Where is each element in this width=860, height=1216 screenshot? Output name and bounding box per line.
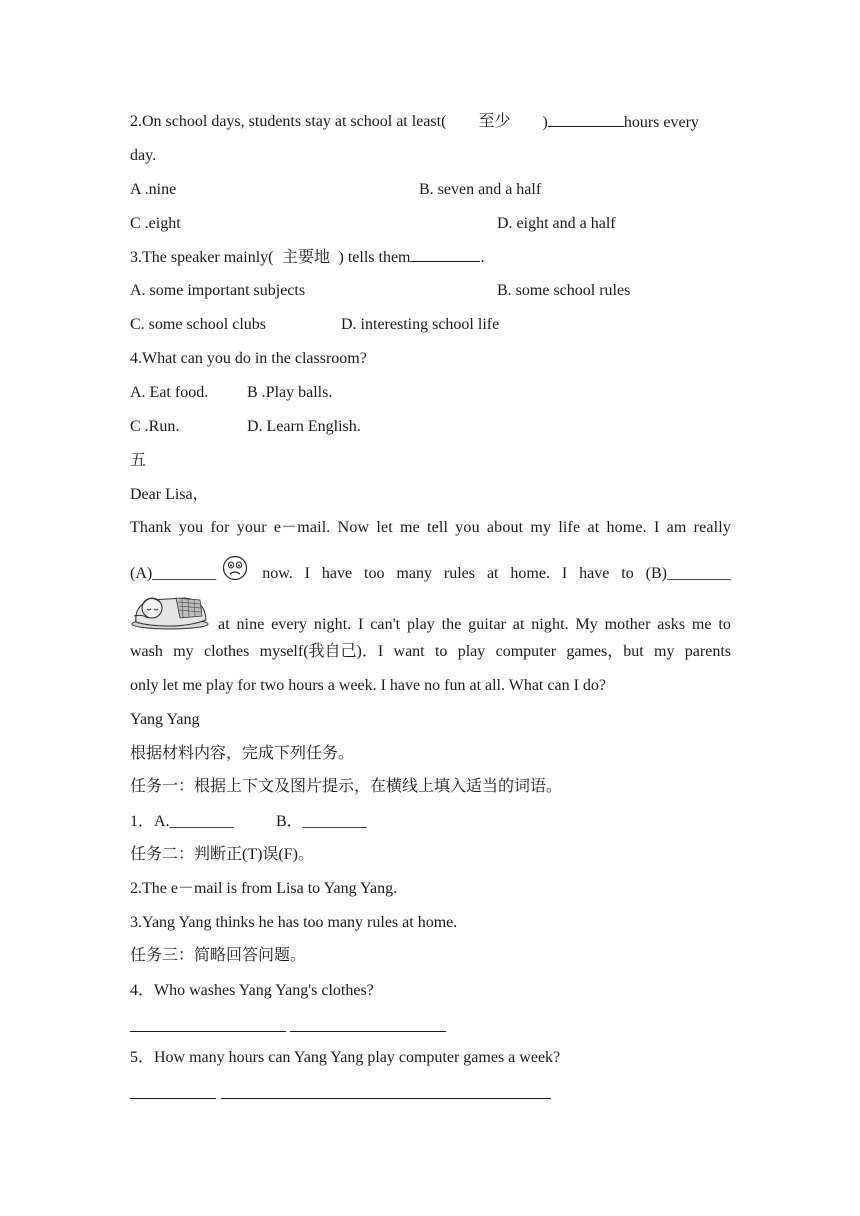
letter-line-3: [218, 615, 731, 635]
task-one-heading: 任务一：根据上下文及图片提示，在横线上填入适当的词语。: [130, 778, 563, 795]
q2-option-b[interactable]: B. seven and a half: [419, 181, 542, 198]
answer-line-4b[interactable]: [290, 1031, 446, 1032]
q4-option-b[interactable]: B .Play balls.: [247, 384, 333, 401]
q3-hint: 主要地: [281, 249, 330, 266]
q4-option-d[interactable]: D. Learn English.: [247, 418, 361, 435]
task-two-heading: 任务二：判断正(T)误(F)。: [130, 846, 314, 863]
q3-stem-part-a: 3.The speaker mainly(: [130, 249, 274, 266]
q3-stem-line: [130, 247, 484, 268]
q2-stem-line: [130, 112, 731, 133]
q4-option-c[interactable]: C .Run.: [130, 418, 180, 435]
q2-hint: 至少: [478, 113, 511, 130]
letter-blank-a[interactable]: (A)________: [130, 565, 217, 582]
task-three-item-4: 4．Who washes Yang Yang's clothes?: [130, 982, 374, 999]
answer-line-5a[interactable]: [130, 1098, 216, 1099]
q2-stem-part-c: hours every: [623, 114, 699, 131]
q2-option-a[interactable]: A .nine: [130, 181, 177, 198]
q2-stem-part-b: ): [542, 114, 548, 131]
letter-line-3-text: at nine every night. I can't play the guitar at night. My mother asks me to: [218, 616, 731, 633]
letter-line-1-text: Thank you for your e－mail. Now let me tell you about my life at home. I am really: [130, 519, 731, 536]
task-three-item-5: 5．How many hours can Yang Yang play computer games a week?: [130, 1049, 561, 1066]
q2-blank-wrap: [543, 112, 699, 133]
q2-blank[interactable]: [548, 112, 624, 127]
q2-option-c[interactable]: C .eight: [130, 215, 181, 232]
q3-option-a[interactable]: A. some important subjects: [130, 282, 306, 299]
letter-line-1: [130, 518, 731, 538]
sad-face-icon: [222, 555, 248, 581]
section-five-heading: 五: [130, 452, 147, 469]
task-two-item-3[interactable]: 3.Yang Yang thinks he has too many rules at home.: [130, 914, 458, 931]
task-one-blank-b[interactable]: B．________: [276, 813, 367, 830]
letter-greeting: Dear Lisa，: [130, 486, 209, 503]
q3-blank[interactable]: [410, 247, 480, 262]
q4-stem: 4.What can you do in the classroom?: [130, 350, 367, 367]
sleeping-person-icon: [130, 586, 210, 630]
answer-line-4a[interactable]: [130, 1031, 286, 1032]
letter-line-4: [130, 642, 731, 662]
letter-signature: Yang Yang: [130, 711, 200, 728]
q3-stem-end: .: [480, 249, 485, 266]
answer-line-5b[interactable]: [221, 1098, 551, 1099]
tasks-intro: 根据材料内容，完成下列任务。: [130, 745, 355, 762]
task-one-blank-a[interactable]: 1．A.________: [130, 813, 234, 830]
task-three-heading: 任务三：简略回答问题。: [130, 947, 307, 964]
q2-stem-continued: day.: [130, 147, 157, 164]
letter-line-4-text: wash my clothes myself(我自己)．I want to play computer games，but my parents: [130, 643, 731, 660]
q3-option-c[interactable]: C. some school clubs: [130, 316, 266, 333]
q4-option-a[interactable]: A. Eat food.: [130, 384, 209, 401]
q3-option-d[interactable]: D. interesting school life: [341, 316, 500, 333]
q3-option-b[interactable]: B. some school rules: [497, 282, 631, 299]
q2-stem-part-a: 2.On school days, students stay at school at least(: [130, 113, 447, 130]
letter-line-2-text: now. I have too many rules at home. I have to (B)________: [262, 565, 731, 582]
letter-line-2: [130, 561, 731, 587]
q2-option-d[interactable]: D. eight and a half: [497, 215, 616, 232]
task-two-item-2[interactable]: 2.The e－mail is from Lisa to Yang Yang.: [130, 880, 398, 897]
letter-line-5: only let me play for two hours a week. I have no fun at all. What can I do?: [130, 677, 606, 694]
q3-stem-part-b: ) tells them: [338, 249, 411, 266]
